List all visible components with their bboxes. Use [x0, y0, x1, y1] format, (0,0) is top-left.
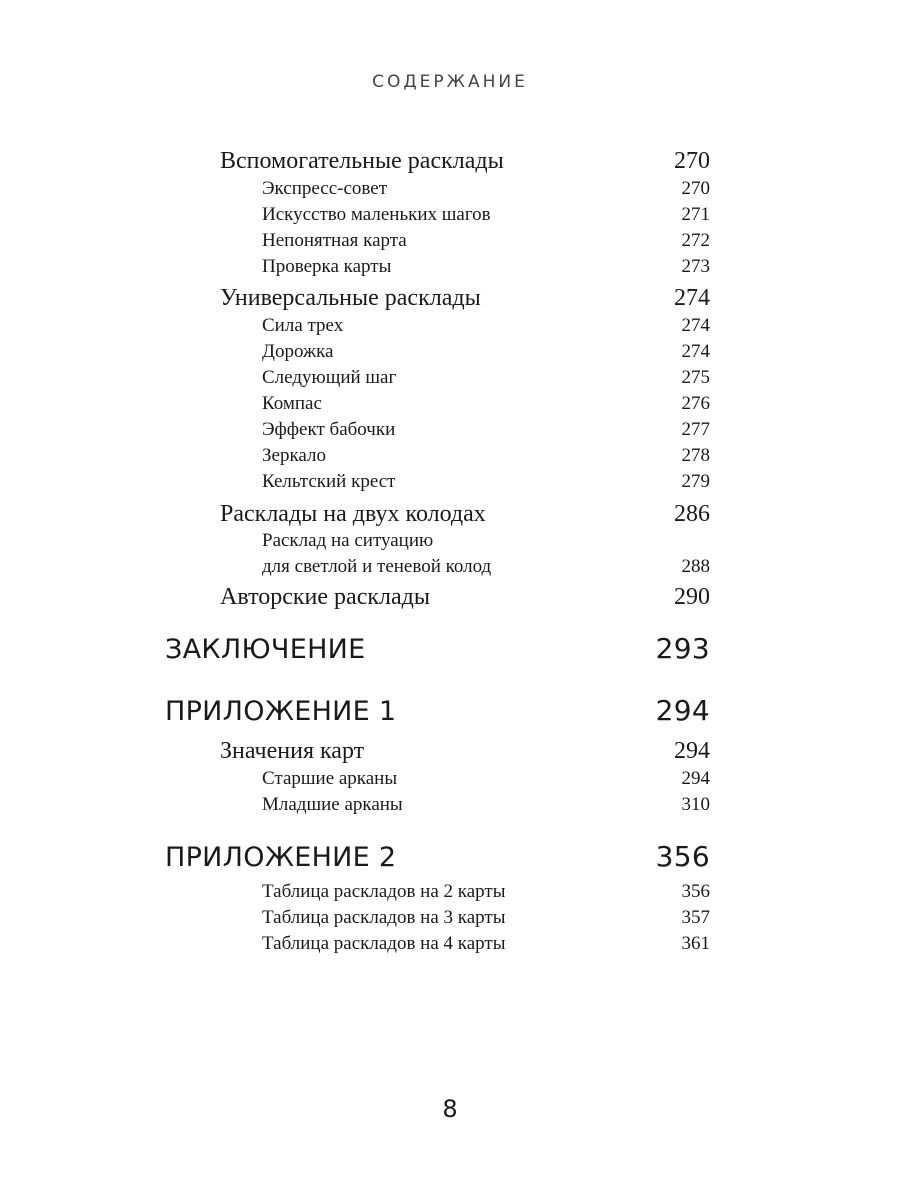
toc-subentry[interactable] [262, 341, 710, 363]
toc-subentry-page: 278 [681, 445, 710, 466]
toc-entry-card-meanings[interactable] [220, 738, 710, 765]
toc-subentry-title: Компас [262, 393, 322, 414]
toc-subentry-title: Старшие арканы [262, 768, 398, 789]
toc-subentry-title: Дорожка [262, 341, 334, 362]
toc-entry-page: 270 [674, 148, 710, 174]
toc-subentry[interactable] [262, 794, 710, 816]
toc-chapter-conclusion[interactable] [165, 632, 710, 665]
toc-subentry-page: 279 [681, 471, 710, 492]
toc-entry-title: Универсальные расклады [220, 285, 481, 311]
toc-subentry[interactable] [262, 907, 710, 929]
toc-entry-two-deck-spreads[interactable] [220, 501, 710, 528]
toc-entry-aux-spreads[interactable] [220, 148, 710, 175]
toc-chapter-page: 293 [655, 632, 710, 665]
toc-subentry[interactable] [262, 204, 710, 226]
toc-subentry[interactable] [262, 178, 710, 200]
toc-entry-author-spreads[interactable] [220, 584, 710, 611]
toc-subentry-title: Расклад на ситуацию [262, 530, 434, 551]
toc-subentry-line[interactable] [262, 530, 710, 552]
toc-subentry-page: 272 [681, 230, 710, 251]
toc-subentry-title: для светлой и теневой колод [262, 556, 492, 577]
toc-subentry-page: 357 [681, 907, 710, 928]
toc-entry-page: 294 [674, 738, 710, 764]
toc-subentry-page: 277 [681, 419, 710, 440]
toc-subentry-page: 361 [681, 933, 710, 954]
running-head-title: СОДЕРЖАНИЕ [372, 72, 528, 92]
toc-subentry-title: Эффект бабочки [262, 419, 396, 440]
toc-subentry-page: 270 [681, 178, 710, 199]
toc-entry-page: 290 [674, 584, 710, 610]
toc-entry-page: 286 [674, 501, 710, 527]
toc-entry-page: 274 [674, 285, 710, 311]
toc-subentry-title: Таблица раскладов на 2 карты [262, 881, 506, 902]
toc-subentry-page: 288 [681, 556, 710, 577]
toc-subentry[interactable] [262, 471, 710, 493]
toc-subentry[interactable] [262, 393, 710, 415]
toc-subentry[interactable] [262, 230, 710, 252]
toc-subentry-page: 271 [681, 204, 710, 225]
toc-chapter-page: 356 [655, 840, 710, 873]
toc-entry-universal-spreads[interactable] [220, 285, 710, 312]
toc-subentry-page: 274 [681, 315, 710, 336]
toc-subentry-page: 310 [681, 794, 710, 815]
toc-subentry[interactable] [262, 445, 710, 467]
toc-entry-title: Вспомогательные расклады [220, 148, 504, 174]
toc-subentry-title: Следующий шаг [262, 367, 397, 388]
page-number: 8 [442, 1095, 458, 1123]
toc-subentry[interactable] [262, 367, 710, 389]
toc-subentry-title: Экспресс-совет [262, 178, 388, 199]
toc-subentry[interactable] [262, 315, 710, 337]
toc-subentry-title: Непонятная карта [262, 230, 407, 251]
toc-entry-title: Расклады на двух колодах [220, 501, 486, 527]
toc-subentry-title: Проверка карты [262, 256, 392, 277]
toc-subentry-title: Зеркало [262, 445, 326, 466]
toc-subentry[interactable] [262, 256, 710, 278]
toc-subentry[interactable] [262, 881, 710, 903]
toc-entry-title: Авторские расклады [220, 584, 430, 610]
toc-subentry[interactable] [262, 933, 710, 955]
toc-subentry[interactable] [262, 556, 710, 578]
toc-subentry-page: 274 [681, 341, 710, 362]
toc-chapter-page: 294 [655, 694, 710, 727]
toc-subentry-title: Таблица раскладов на 3 карты [262, 907, 506, 928]
toc-entry-title: Значения карт [220, 738, 365, 764]
toc-chapter-appendix-2[interactable] [165, 840, 710, 873]
toc-subentry-page: 276 [681, 393, 710, 414]
toc-subentry-page: 273 [681, 256, 710, 277]
toc-subentry-title: Младшие арканы [262, 794, 403, 815]
toc-subentry-title: Кельтский крест [262, 471, 396, 492]
toc-subentry-page: 275 [681, 367, 710, 388]
toc-chapter-appendix-1[interactable] [165, 694, 710, 727]
toc-subentry-page: 356 [681, 881, 710, 902]
toc-subentry[interactable] [262, 768, 710, 790]
toc-subentry-title: Искусство маленьких шагов [262, 204, 491, 225]
toc-chapter-title: ПРИЛОЖЕНИЕ 1 [165, 696, 397, 727]
toc-subentry-title: Таблица раскладов на 4 карты [262, 933, 506, 954]
toc-subentry[interactable] [262, 419, 710, 441]
toc-subentry-title: Сила трех [262, 315, 344, 336]
toc-subentry-page: 294 [681, 768, 710, 789]
toc-chapter-title: ЗАКЛЮЧЕНИЕ [165, 634, 366, 665]
toc-chapter-title: ПРИЛОЖЕНИЕ 2 [165, 842, 397, 873]
